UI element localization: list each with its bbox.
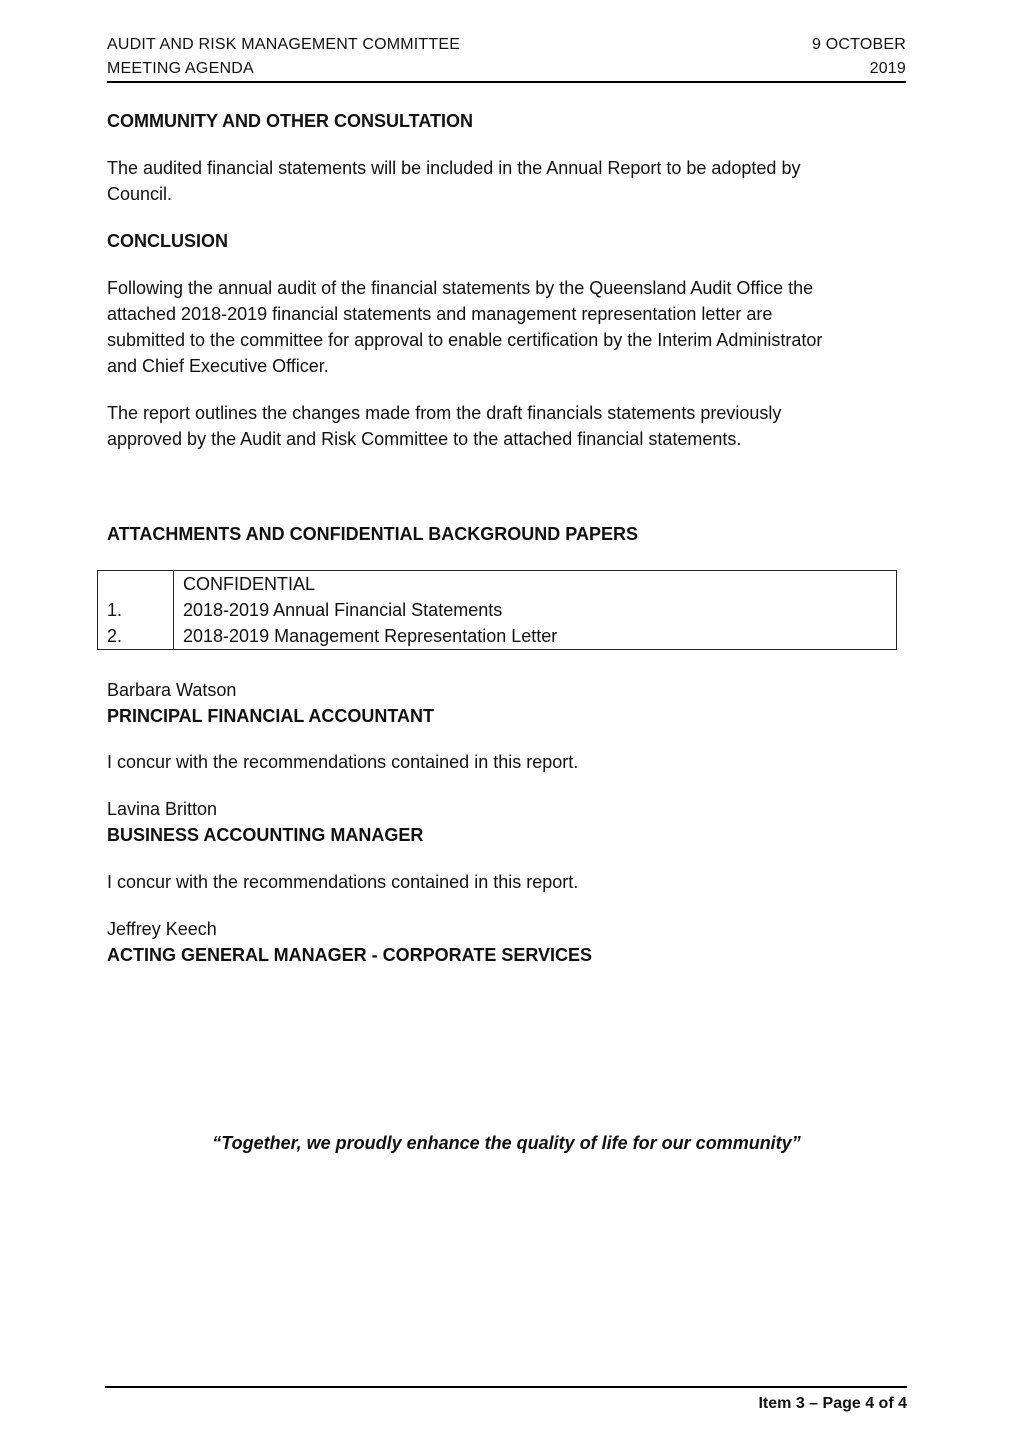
conclusion-line: submitted to the committee for approval to enable certification by the Interim Administrator <box>107 330 823 350</box>
signatory-block <box>107 749 907 848</box>
header-document-type: MEETING AGENDA <box>107 60 254 77</box>
attachment-title: 2018-2019 Management Representation Letter <box>183 626 558 646</box>
signatory-title: BUSINESS ACCOUNTING MANAGER <box>107 825 424 845</box>
conclusion-heading: CONCLUSION <box>107 231 228 251</box>
signatory-name: Jeffrey Keech <box>107 919 217 939</box>
table-row <box>98 623 897 650</box>
attachments-table <box>97 570 897 650</box>
signatory-title: ACTING GENERAL MANAGER - CORPORATE SERVICES <box>107 945 593 965</box>
header-right <box>812 33 906 81</box>
page-footer <box>105 1386 907 1412</box>
attachment-number: 2. <box>98 623 174 650</box>
council-motto: “Together, we proudly enhance the quality of life for our community” <box>212 1133 801 1153</box>
attachment-number: 1. <box>98 597 174 623</box>
signatory-block <box>107 869 907 968</box>
header-left <box>107 33 460 81</box>
attachment-title: 2018-2019 Annual Financial Statements <box>183 600 503 620</box>
concur-statement: I concur with the recommendations contained in this report. <box>107 752 579 772</box>
header-date-day-month: 9 OCTOBER <box>812 36 906 53</box>
signatory-title: PRINCIPAL FINANCIAL ACCOUNTANT <box>107 706 434 726</box>
conclusion-line: The report outlines the changes made from the draft financials statements previously <box>107 403 782 423</box>
table-row <box>98 571 897 598</box>
attachment-number-cell <box>98 571 174 598</box>
conclusion-line: and Chief Executive Officer. <box>107 356 329 376</box>
consultation-line: Council. <box>107 184 173 204</box>
page-header <box>107 33 906 83</box>
page-number: Item 3 – Page 4 of 4 <box>758 1395 907 1412</box>
consultation-line: The audited financial statements will be included in the Annual Report to be adopted by <box>107 158 801 178</box>
header-date-year: 2019 <box>869 60 906 77</box>
table-row <box>98 597 897 623</box>
attachments-heading: ATTACHMENTS AND CONFIDENTIAL BACKGROUND PAPERS <box>107 524 638 544</box>
conclusion-line: attached 2018-2019 financial statements and management representation letter are <box>107 304 773 324</box>
consultation-heading: COMMUNITY AND OTHER CONSULTATION <box>107 111 473 131</box>
conclusion-line: Following the annual audit of the financial statements by the Queensland Audit Office the <box>107 278 814 298</box>
concur-statement: I concur with the recommendations contained in this report. <box>107 872 579 892</box>
signatory-name: Barbara Watson <box>107 680 237 700</box>
conclusion-line: approved by the Audit and Risk Committee to the attached financial statements. <box>107 429 742 449</box>
report-body <box>107 108 907 547</box>
signatory-name: Lavina Britton <box>107 799 218 819</box>
confidential-label: CONFIDENTIAL <box>183 574 316 594</box>
header-committee-name: AUDIT AND RISK MANAGEMENT COMMITTEE <box>107 36 461 53</box>
signatory-block <box>107 677 907 729</box>
